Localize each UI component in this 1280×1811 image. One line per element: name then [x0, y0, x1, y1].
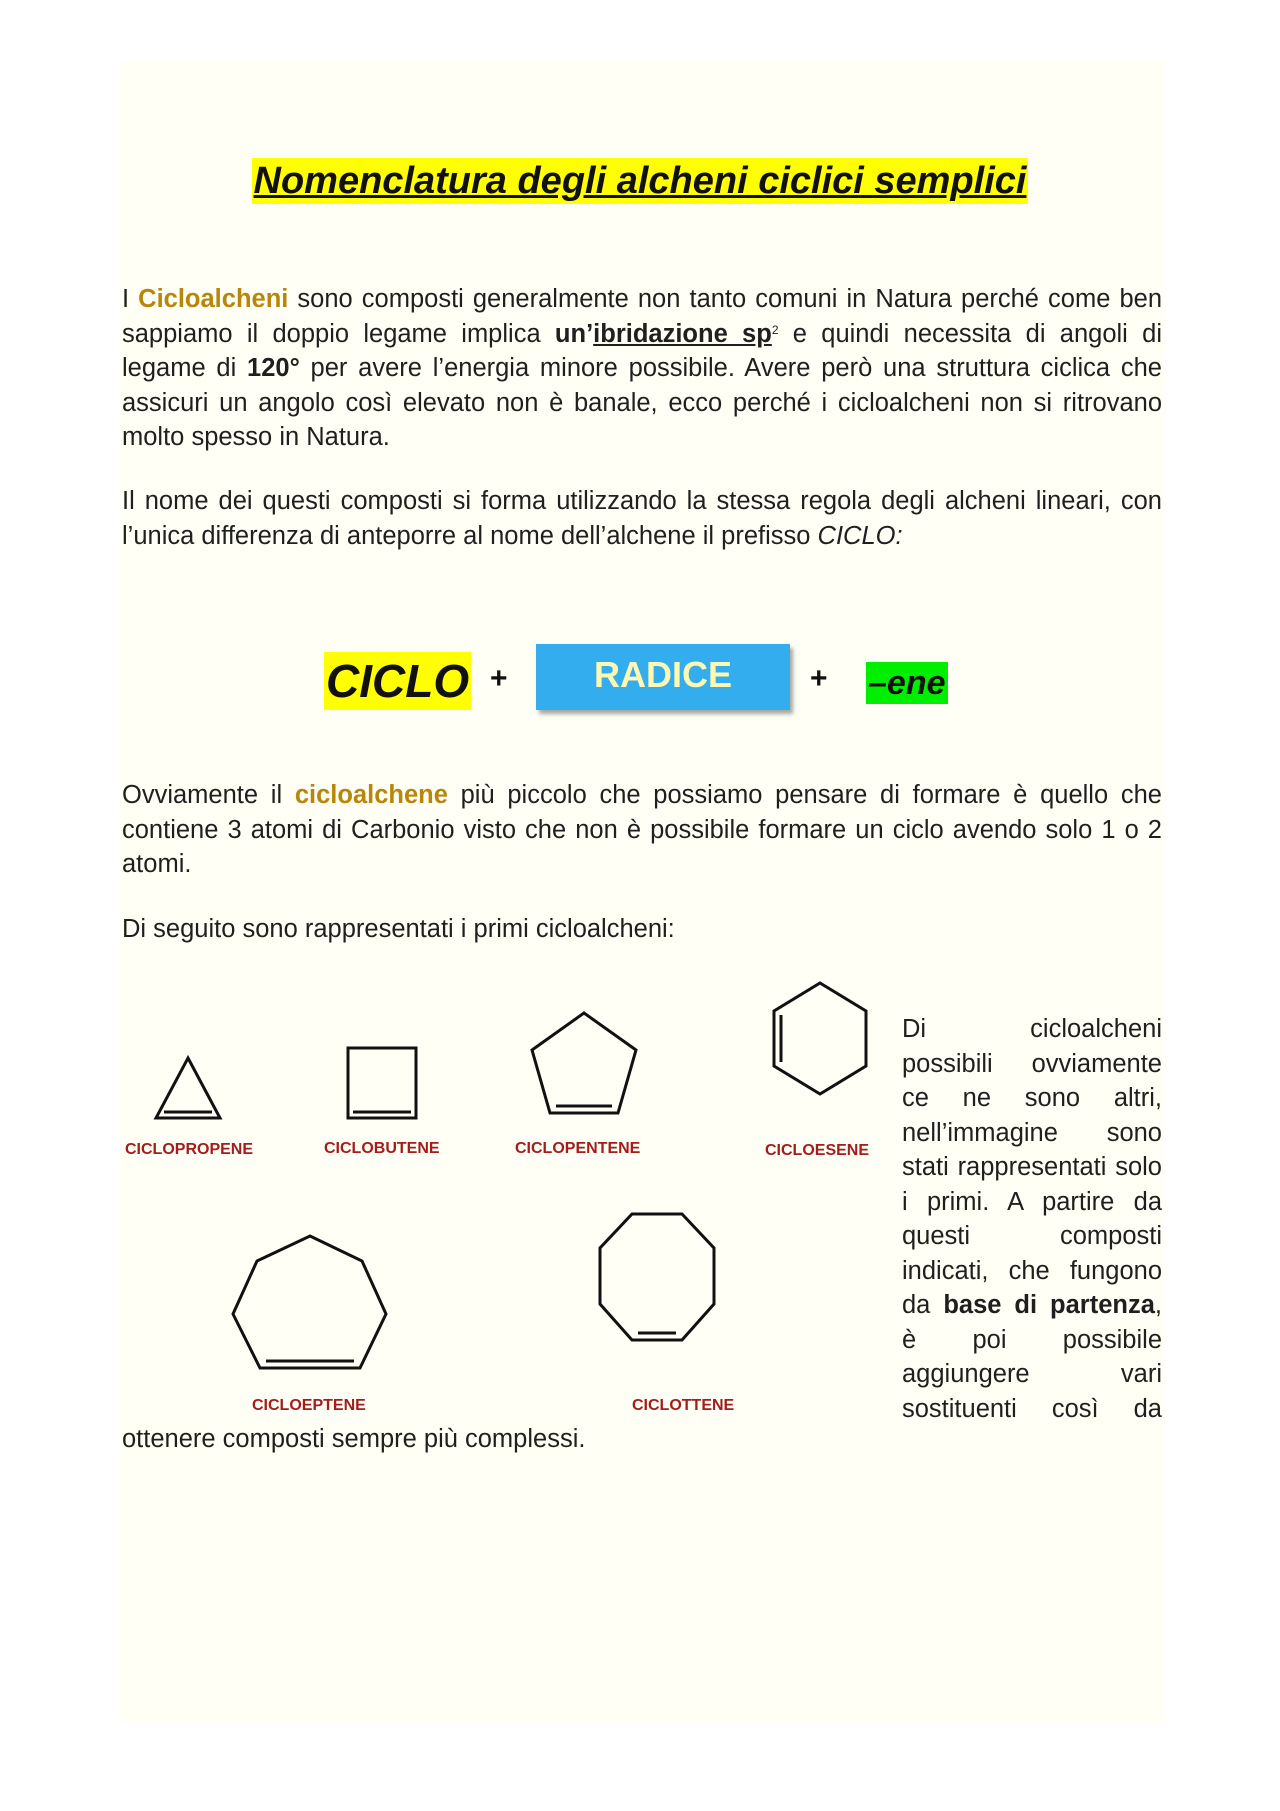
intro-text: e quindi necessita di angoli di legame di: [122, 319, 1162, 382]
angle-value: 120°: [247, 354, 300, 382]
label-ciclopentene: CICLOPENTENE: [515, 1140, 641, 1157]
formula-suffix: –ene: [868, 664, 946, 702]
bold-text: un’: [554, 319, 594, 348]
cycloalkenes-figure: [120, 978, 890, 1440]
label-ciclottene: CICLOTTENE: [632, 1397, 735, 1414]
side-text: Di cicloalcheni possibili ovviamente ce ne sono altri, nell’immagine sono stati rappresentati solo i primi. A partire da questi composti indicati, che fungono da: [902, 1015, 1162, 1319]
ciclobutene-structure: [348, 1048, 416, 1118]
naming-text: Il nome dei questi composti si forma utilizzando la stessa regola degli alcheni lineari, con l’unica differenza di anteporre al nome dell’alchene il prefisso: [122, 487, 1162, 550]
term-cicloalcheni: Cicloalcheni: [138, 285, 289, 313]
label-ciclobutene: CICLOBUTENE: [324, 1140, 440, 1157]
closing-text: ottenere composti sempre più complessi.: [122, 1425, 586, 1453]
middle-text: Ovviamente il: [122, 781, 295, 809]
formula-root: RADICE: [536, 644, 790, 710]
ciclopropene-structure: [156, 1058, 220, 1118]
list-intro-text: Di seguito sono rappresentati i primi cicloalcheni:: [122, 915, 675, 943]
plus-sign: +: [810, 662, 828, 695]
intro-text: sono composti generalmente non tanto comuni in Natura perché come ben sappiamo il doppio legame implica: [122, 285, 1162, 348]
intro-paragraph: [122, 282, 1162, 455]
formula-prefix: CICLO: [324, 652, 471, 710]
cicloesene-structure: [774, 983, 866, 1094]
middle-text: più piccolo che possiamo pensare di formare è quello che contiene 3 atomi di Carbonio visto che non è possibile formare un ciclo avendo solo 1 o 2 atomi.: [122, 781, 1162, 878]
molecules-svg: [120, 978, 890, 1440]
middle-paragraph: [122, 778, 1162, 882]
ciclopentene-structure: [532, 1013, 636, 1113]
naming-formula: [0, 640, 1280, 720]
side-text: , è poi possibile aggiungere vari sostituenti così da: [902, 1291, 1162, 1423]
cicloeptene-structure: [233, 1236, 386, 1368]
closing-paragraph: [122, 1422, 1162, 1457]
hybridization-text: ibridazione sp: [593, 319, 772, 348]
bold-text: base di partenza: [943, 1291, 1155, 1319]
superscript: 2: [771, 322, 779, 337]
prefix-text: CICLO:: [817, 521, 903, 550]
side-paragraph: [902, 1012, 1162, 1426]
title-container: [0, 158, 1280, 204]
naming-paragraph: [122, 484, 1162, 553]
term-cicloalchene: cicloalchene: [294, 781, 448, 809]
label-cicloeptene: CICLOEPTENE: [252, 1397, 366, 1414]
label-cicloesene: CICLOESENE: [765, 1142, 870, 1159]
list-intro-paragraph: [122, 912, 1162, 947]
page-title: Nomenclatura degli alcheni ciclici semplici: [253, 160, 1027, 202]
intro-text: per avere l’energia minore possibile. Avere però una struttura ciclica che assicuri un angolo così elevato non è banale, ecco perché i cicloalcheni non si ritrovano molto spesso in Natura.: [122, 354, 1162, 451]
intro-text: I: [122, 285, 130, 313]
ciclottene-structure: [600, 1214, 714, 1340]
label-ciclopropene: CICLOPROPENE: [125, 1141, 254, 1158]
plus-sign: +: [490, 662, 508, 695]
